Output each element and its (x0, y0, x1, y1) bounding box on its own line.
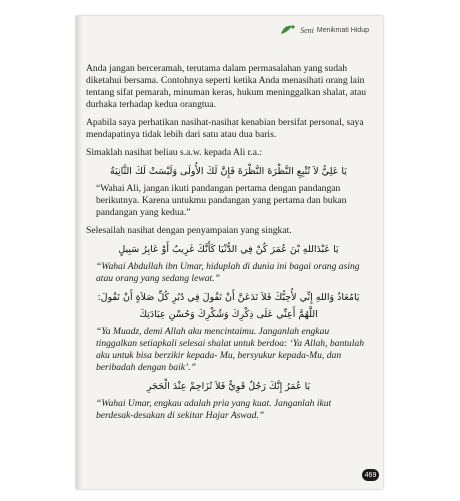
arabic-quote-3-line-2: اللَّهُمَّ أَعِنِّي عَلَى ذِكْرِكَ وَشُكْرِكَ وَحُسْنِ عِبَادَتِكَ (139, 309, 318, 320)
paragraph-4: Selesailah nasihat dengan penyampaian yang singkat. (86, 225, 292, 236)
arabic-quote-1: يَا عَلِيُّ لاَ تُتْبِعِ النَّظْرَةَ النَّظْرَةَ فَإِنَّ لَكَ الأُولَى وَلَيْسَتْ لَكَ الثَّانِيَةُ (110, 166, 347, 177)
translation-3: “Ya Muadz, demi Allah aku mencintaimu. Janganlah engkau tinggalkan setiapkali selesai shalat untuk berdoa: ‘Ya Allah, bantulah aku untuk bisa berzikir kepada- Mu, bersyukur kepada-Mu, dan beribadah dengan baik’.” (96, 326, 364, 373)
leaf-logo-icon (279, 24, 297, 36)
translation-4: “Wahai Umar, engkau adalah pria yang kuat. Janganlah ikut berdesak-desakan di sekitar Hajar Aswad.” (96, 398, 332, 421)
paragraph-2: Apabila saya perhatikan nasihat-nasihat kenabian bersifat personal, saya mendapatinya tidak lebih dari satu atau dua baris. (86, 117, 364, 140)
paragraph-1: Anda jangan berceramah, terutama dalam permasalahan yang sudah diketahui bersama. Contohnya seperti ketika Anda menasihati orang lain tentang sifat pemarah, minuman keras, hukum meninggalkan shalat, atau durhaka terhadap kedua orangtua. (86, 63, 366, 110)
brand-script: Seni (300, 25, 314, 35)
page-spine-shadow (76, 16, 82, 489)
running-header (279, 24, 369, 36)
translation-1: “Wahai Ali, jangan ikuti pandangan pertama dengan pandangan berikutnya. Karena untukmu pandangan yang pertama dan bukan pandangan yang kedua.” (96, 183, 347, 218)
arabic-quote-2: يَا عَبْدَاللهِ بْنَ عُمَرَ كُنْ فِي الدُّنْيَا كَأَنَّكَ غَرِيبٌ أَوْ عَابِرُ سَبِيلٍ (118, 244, 339, 255)
arabic-quote-3-line-1: يَامُعَاذُ وَاللهِ إِنِّي لأُحِبُّكَ فَلاَ تَدَعَنَّ أَنْ تَقُولَ فِي دُبُرِ كُلِّ صَلاَةٍ أَنْ تَقُولَ: (97, 292, 360, 303)
paragraph-3: Simaklah nasihat beliau s.a.w. kepada Ali r.a.: (86, 147, 263, 158)
page-content (86, 63, 371, 428)
book-page (76, 16, 383, 489)
page-number-badge: 469 (362, 469, 379, 481)
translation-2: “Wahai Abdullah ibn Umar, hiduplah di dunia ini bagai orang asing atau orang yang sedang lewat.” (96, 261, 360, 284)
arabic-quote-4: يَا عُمَرُ إِنَّكَ رَجُلٌ قَوِيٌّ فَلاَ تُزَاحِمْ عِنْدَ الْحَجَرِ (146, 381, 311, 392)
running-title: Menikmati Hidup (316, 26, 369, 34)
